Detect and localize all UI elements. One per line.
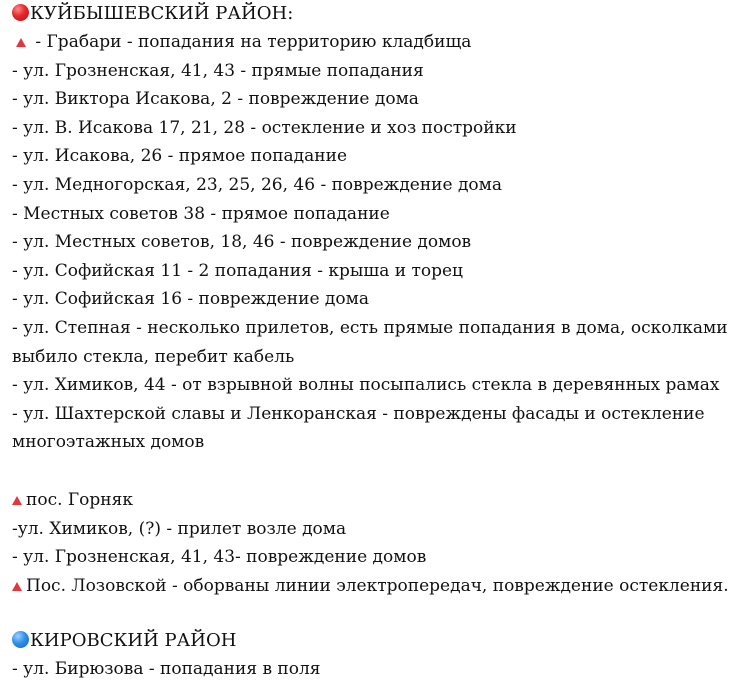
list-item: - ул. В. Исакова 17, 21, 28 - остекление и хоз постройки	[12, 117, 517, 138]
list-item: - ул. Грозненская, 41, 43 - прямые попадания	[12, 60, 424, 81]
list-item: - ул. Софийская 16 - повреждение дома	[12, 289, 369, 310]
list-item-text: - Грабари - попадания на территорию кладбища	[35, 32, 472, 52]
heading-text: КУЙБЫШЕВСКИЙ РАЙОН:	[30, 3, 294, 24]
list-item-text: Пос. Лозовской - оборваны линии электропередач, повреждение остекления.	[26, 575, 729, 596]
subsection-heading-text: пос. Горняк	[26, 489, 133, 510]
list-item: - ул. Грозненская, 41, 43- повреждение домов	[12, 547, 427, 568]
list-item: - ул. Химиков, 44 - от взрывной волны посыпались стекла в деревянных рамах	[12, 375, 720, 396]
heading-text: КИРОВСКИЙ РАЙОН	[30, 630, 237, 652]
list-item: - ул. Бирюзова - попадания в поля	[12, 659, 321, 680]
red-triangle-icon	[12, 496, 22, 505]
list-item-lozovskoy	[12, 572, 740, 601]
red-circle-icon	[12, 4, 29, 21]
list-item: -ул. Химиков, (?) - прилет возле дома	[12, 518, 347, 539]
subsection-heading-gornyak	[12, 486, 740, 515]
list-item: - ул. Шахтерской славы и Ленкоранская - повреждены фасады и остекление многоэтажных домов	[12, 403, 705, 453]
list-item: - ул. Исакова, 26 - прямое попадание	[12, 146, 348, 167]
list-item: - ул. Софийская 11 - 2 попадания - крыша и торец	[12, 260, 463, 281]
red-triangle-icon	[16, 38, 26, 47]
section-heading-kirovsky	[12, 627, 740, 655]
spacer	[12, 457, 740, 486]
list-item: - ул. Степная - несколько прилетов, есть прямые попадания в дома, осколками выбило стекла, перебит кабель	[12, 317, 728, 367]
list-item: - Местных советов 38 - прямое попадание	[12, 203, 390, 224]
section-heading-kuibyshevsky	[12, 0, 740, 28]
report-document	[12, 0, 740, 684]
list-item: - ул. Виктора Исакова, 2 - повреждение дома	[12, 89, 419, 110]
red-triangle-icon	[12, 582, 22, 591]
list-item: - ул. Медногорская, 23, 25, 26, 46 - повреждение дома	[12, 174, 503, 195]
list-item	[12, 28, 740, 57]
blue-circle-icon	[12, 631, 29, 648]
list-item: - ул. Местных советов, 18, 46 - повреждение домов	[12, 232, 472, 253]
spacer	[12, 600, 740, 627]
